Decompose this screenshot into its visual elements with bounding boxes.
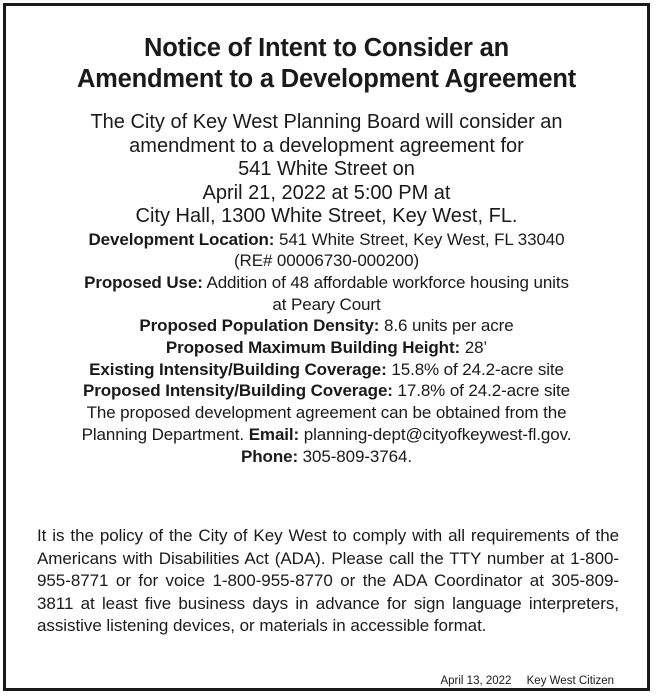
policy-line-5: advance for sign language interpreters, assistive listening devices, xyxy=(37,593,619,635)
existing-coverage-row xyxy=(6,359,647,381)
location-row xyxy=(6,229,647,251)
phone-value: 305-809-3764. xyxy=(302,446,412,466)
email-label: Email: xyxy=(248,424,300,444)
intro-line-1: The City of Key West Planning Board will consider an xyxy=(90,111,563,133)
proposed-coverage-row xyxy=(6,380,647,402)
title-line-2: Amendment to a Development Agreement xyxy=(76,65,577,93)
intro-line-5: City Hall, 1300 White Street, Key West, FL. xyxy=(135,205,518,227)
height-value: 28’ xyxy=(464,338,488,358)
policy-line-6: or materials in accessible format. xyxy=(239,616,487,635)
policy-line-3: number at 1-800-955-8771 or for voice 1-800-955-8770 or the xyxy=(37,548,620,590)
density-label: Proposed Population Density: xyxy=(139,316,380,336)
proposed-coverage-value: 17.8% of 24.2-acre site xyxy=(397,381,571,401)
publication-name: Key West Citizen xyxy=(526,675,614,687)
policy-line-4: ADA Coordinator at 305-809-3811 at least five business days in xyxy=(37,571,619,613)
existing-coverage-label: Existing Intensity/Building Coverage: xyxy=(89,359,387,379)
publication-date: April 13, 2022 xyxy=(440,675,512,687)
planning-department-text: Planning Department. xyxy=(81,424,245,444)
phone-row xyxy=(6,446,647,468)
use-row xyxy=(6,272,647,294)
notice-intro xyxy=(6,111,647,229)
policy-line-1: It is the policy of the City of Key West to comply with all requirements xyxy=(37,526,570,545)
location-label: Development Location: xyxy=(88,229,275,249)
use-label: Proposed Use: xyxy=(84,272,203,292)
legal-notice xyxy=(3,3,650,691)
existing-coverage-value: 15.8% of 24.2-acre site xyxy=(391,359,564,379)
intro-line-3: 541 White Street on xyxy=(238,158,415,180)
use-value-line-1: Addition of 48 affordable workforce housing units xyxy=(206,272,569,292)
obtain-line-2 xyxy=(6,424,647,446)
development-details xyxy=(6,229,647,468)
title-line-1: Notice of Intent to Consider an xyxy=(144,34,509,62)
intro-line-2: amendment to a development agreement for xyxy=(129,134,524,157)
email-value: planning-dept@cityofkeywest-fl.gov. xyxy=(303,424,572,444)
height-label: Proposed Maximum Building Height: xyxy=(165,338,461,358)
policy-line-2: of the Americans with Disabilities Act (ADA). Please call the TTY xyxy=(37,526,620,568)
use-value-line-2: at Peary Court xyxy=(272,294,381,314)
obtain-line-1: The proposed development agreement can be obtained from the xyxy=(86,403,567,423)
density-row xyxy=(6,315,647,337)
phone-label: Phone: xyxy=(241,446,299,466)
re-number: (RE# 00006730-000200) xyxy=(233,251,420,271)
density-value: 8.6 units per acre xyxy=(384,316,514,336)
notice-title xyxy=(6,33,647,95)
location-value: 541 White Street, Key West, FL 33040 xyxy=(278,229,565,249)
publication-footer xyxy=(440,675,614,688)
ada-policy xyxy=(37,525,619,638)
height-row xyxy=(6,337,647,359)
proposed-coverage-label: Proposed Intensity/Building Coverage: xyxy=(82,381,393,401)
intro-line-4: April 21, 2022 at 5:00 PM at xyxy=(202,181,451,204)
